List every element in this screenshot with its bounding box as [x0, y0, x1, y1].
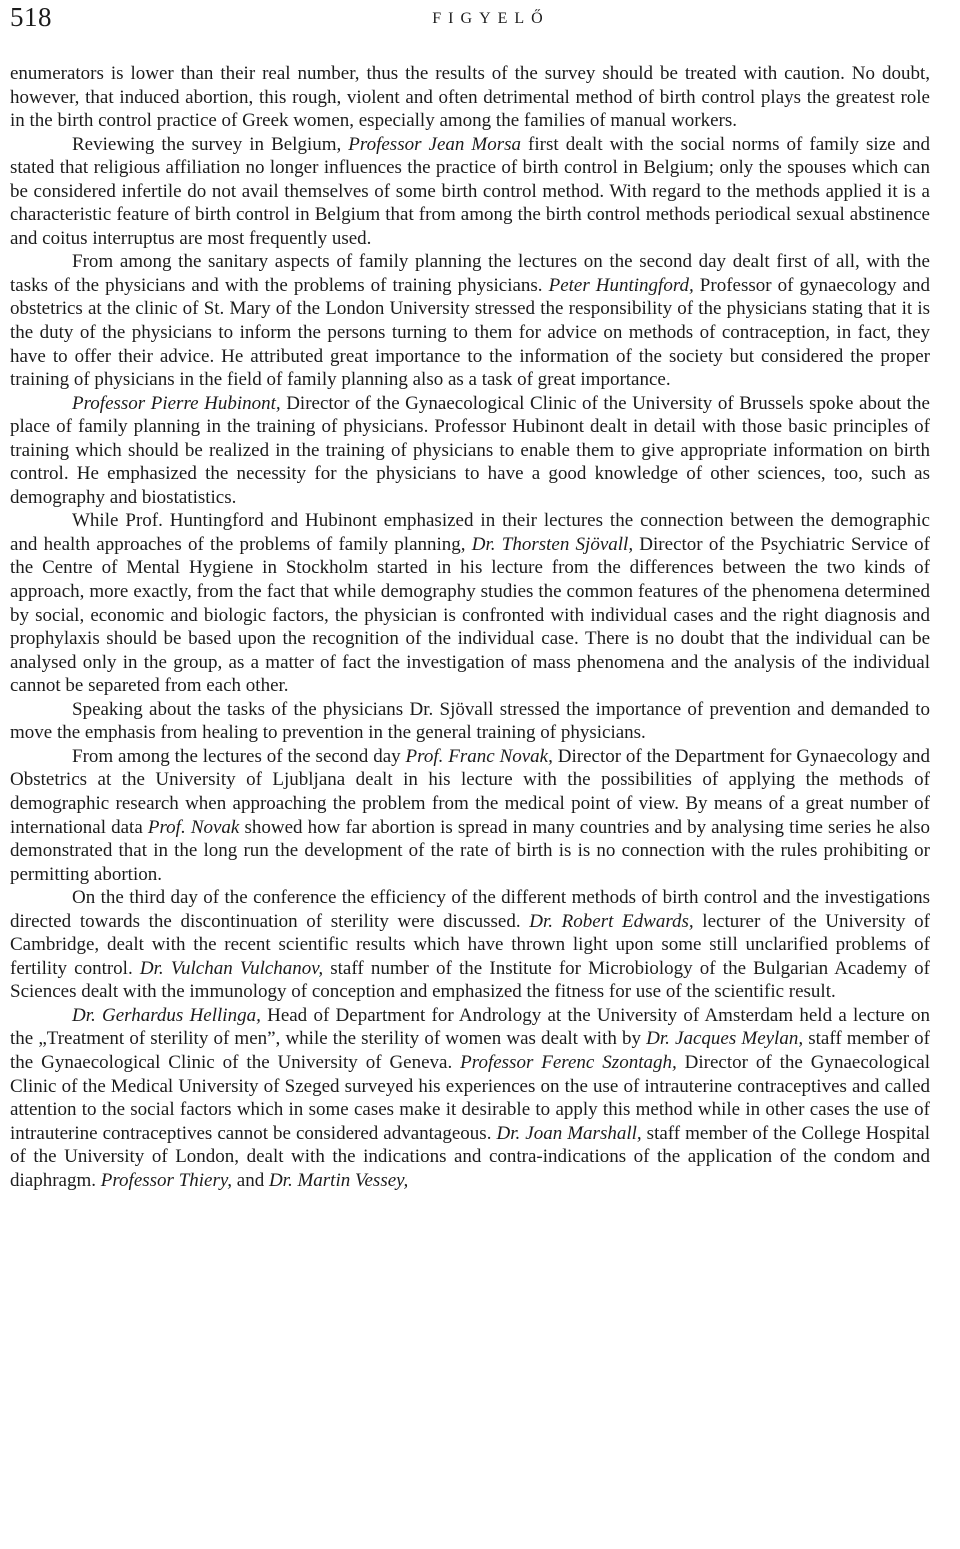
person-name: Dr. Robert Edwards, — [529, 910, 694, 932]
paragraph — [10, 886, 930, 1004]
text-run: Director of the Psychiatric Service of the Centre of Mental Hygiene in Stockholm started in his lecture from the differences between the two kinds of approach, more exactly, from the fact that while demography studies the common features of the phenomena determined by social, economic and biologic factors, the physician is confronted with individual cases and the right diagnosis and prophylaxis should be based upon the recognition of the individual case. There is no doubt that the individual can be analysed only in the group, as a matter of fact the investigation of mass phenomena and the analysis of the individual cannot be separeted from each other. — [10, 533, 930, 697]
paragraph — [10, 392, 930, 510]
text-run: Director of the Department for Gynaecology and Obstetrics at the University of Ljubljana dealt in his lecture with the possibilities of applying the methods of demographic research when approaching the problem from the medical point of view. By means of a great number of international data — [10, 745, 930, 838]
text-run: staff number of the Institute for Microbiology of the Bulgarian Academy of Sciences dealt with the immunology of conception and emphasized the fitness for use of the scientific result. — [10, 957, 930, 1003]
paragraph — [10, 133, 930, 251]
text-run: Professor of gynaecology and obstetrics at the clinic of St. Mary of the London University stressed the responsibility of the physicians stating that it is the duty of the physicians to inform the persons turning to them for advice on methods of contraception, in fact, they have to offer their advice. He attributed great importance to the information of the society but considered the proper training of physicians in the field of family planning also as a task of great importance. — [10, 274, 930, 391]
text-run: Head of Department for Andrology at the University of Amsterdam held a lecture on the „Treatment of sterility of men”, while the sterility of women was dealt with by — [10, 1004, 930, 1050]
text-run: showed how far abortion is spread in many countries and by analysing time series he also demonstrated that in the long run the development of the rate of birth is is no connection with the rules prohibiting or permitting abortion. — [10, 816, 931, 885]
page-number: 518 — [10, 2, 52, 32]
paragraph — [10, 509, 930, 697]
text-run: While Prof. Huntingford and Hubinont emphasized in their lectures the connection between the demographic and health approaches of the problems of family planning, — [10, 510, 930, 555]
text-run: Reviewing the survey in Belgium, — [72, 133, 349, 155]
person-name: Prof. Franc Novak, — [405, 745, 553, 767]
text-run: staff member of the College Hospital of the University of London, dealt with the indications and contra-indications of the application of the condom and diaphragm. — [10, 1122, 930, 1191]
person-name: Professor Pierre Hubinont, — [72, 392, 281, 414]
paragraph — [10, 745, 930, 886]
paragraph — [10, 698, 930, 745]
person-name: Professor Ferenc Szontagh, — [460, 1051, 677, 1073]
text-run: enumerators is lower than their real number, thus the results of the survey should be treated with caution. No doubt, however, that induced abortion, this rough, violent and often detrimental method of birth control plays the greatest role in the birth control practice of Greek women, especially among the families of manual workers. — [10, 63, 930, 132]
text-run: From among the lectures of the second day — [72, 745, 406, 767]
person-name: Dr. Martin Vessey, — [268, 1169, 409, 1191]
text-run: From among the sanitary aspects of family planning the lectures on the second day dealt first of all, with the tasks of the physicians and with the problems of training physicians. — [10, 251, 930, 296]
person-name: Dr. Vulchan Vulchanov, — [139, 957, 324, 979]
person-name: Prof. Novak — [147, 816, 240, 838]
person-name: Professor Jean Morsa — [348, 133, 522, 155]
person-name: Dr. Joan Marshall, — [496, 1122, 642, 1144]
running-head: FIGYELŐ — [432, 10, 550, 27]
paragraph — [10, 250, 930, 391]
person-name: Dr. Jacques Meylan, — [646, 1028, 804, 1050]
person-name: Dr. Thorsten Sjövall, — [471, 533, 634, 555]
text-run: Director of the Gynaecological Clinic of the University of Brussels spoke about the place of family planning in the training of physicians. Professor Hubinont dealt in detail with those basic principles of training which should be realized in the training of physicians to enable them to give appropriate information on birth control. He emphasized the necessity for the physicians to have a good knowledge of other sciences, too, such as demography and biostatistics. — [10, 392, 930, 508]
article-body — [10, 62, 930, 1192]
person-name: Peter Huntingford, — [548, 274, 694, 296]
page-header — [10, 0, 938, 40]
text-run: Director of the Gynaecological Clinic of the Medical University of Szeged surveyed his experiences on the use of intrauterine contraceptives and called attention to the social factors which in some cases make it desirable to apply this method while in other cases the use of intrauterine contraceptives cannot be considered advantageous. — [10, 1051, 930, 1144]
person-name: Professor Thiery, — [100, 1169, 233, 1191]
person-name: Dr. Gerhardus Hellinga, — [72, 1004, 261, 1026]
paragraph — [10, 1004, 930, 1192]
text-run: lecturer of the University of Cambridge, dealt with the recent scientific results which have thrown light upon some still unclarified problems of fertility control. — [10, 910, 930, 979]
paragraph — [10, 62, 930, 133]
text-run: On the third day of the conference the efficiency of the different methods of birth control and the investigations directed towards the discontinuation of sterility were discussed. — [10, 887, 930, 932]
text-run: first dealt with the social norms of family size and stated that religious affiliation no longer influences the practice of birth control in Belgium; only the spouses which can be considered infertile do not avail themselves of some birth control method. With regard to the methods applied it is a characteristic feature of birth control in Belgium that from among the birth control methods periodical sexual abstinence and coitus interruptus are most frequently used. — [10, 133, 931, 249]
text-run: and — [232, 1169, 269, 1191]
text-run: Speaking about the tasks of the physicians Dr. Sjövall stressed the importance of prevention and demanded to move the emphasis from healing to prevention in the general training of physicians. — [10, 698, 930, 744]
text-run: staff member of the Gynaecological Clinic of the University of Geneva. — [10, 1028, 930, 1073]
